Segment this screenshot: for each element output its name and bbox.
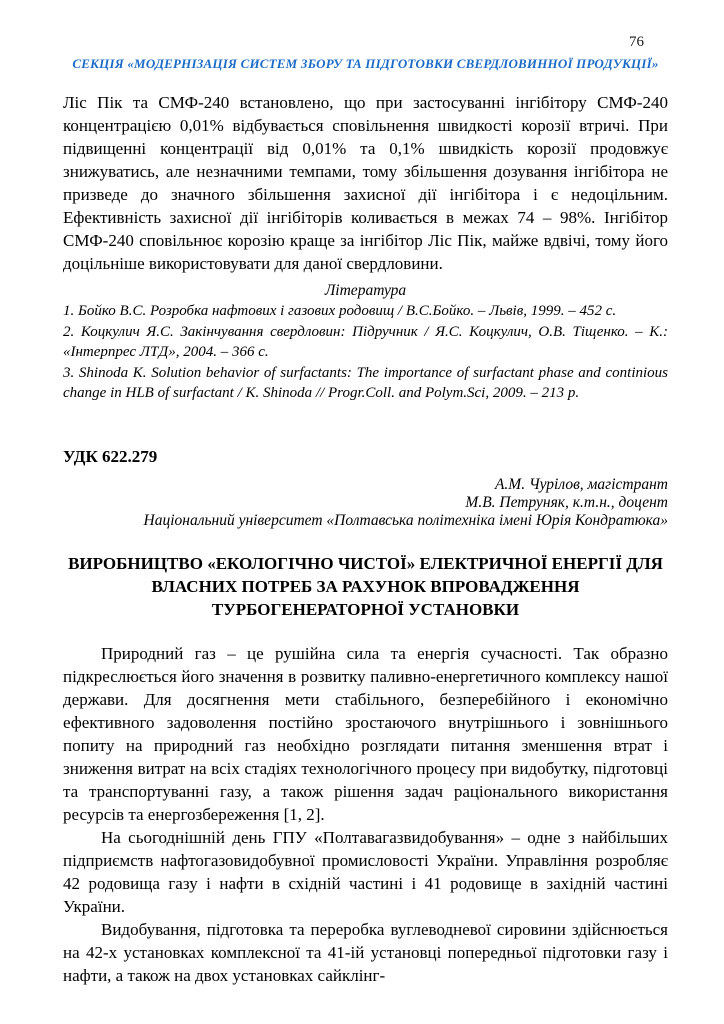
author-line: А.М. Чурілов, магістрант: [494, 475, 668, 493]
authors-block: [63, 476, 668, 530]
previous-article-continuation-paragraph: Ліс Пік та СМФ-240 встановлено, що при застосуванні інгібітору СМФ-240 концентрацією 0,01% відбувається сповільнення швидкості корозії втричі. При підвищенні концентрації від 0,01% та 0,1% швидкість корозії продовжує знижуватись, але незначними темпами, тому збільшення дозування інгібітора не призведе до значного збільшення захисної дії інгібітора і є недоцільним. Ефективність захисної дії інгібіторів коливається в межах 74 – 98%. Інгібітор СМФ-240 сповільнює корозію краще за інгібітор Ліс Пік, майже вдвічі, тому його доцільніше використовувати для даної свердловини.: [63, 93, 668, 273]
reference-item: 2. Коцкулич Я.С. Закінчування свердловин: Підручник / Я.С. Коцкулич, О.В. Тіщенко. – К.: «Інтерпрес ЛТД», 2004. – 366 с.: [63, 323, 668, 360]
article-title: ВИРОБНИЦТВО «ЕКОЛОГІЧНО ЧИСТОЇ» ЕЛЕКТРИЧНОЇ ЕНЕРГІЇ ДЛЯ ВЛАСНИХ ПОТРЕБ ЗА РАХУНОК ВПРОВАДЖЕННЯ ТУРБОГЕНЕРАТОРНОЇ УСТАНОВКИ: [68, 553, 663, 619]
article-paragraph: Видобування, підготовка та переробка вуглеводневої сировини здійснюється на 42-х установках комплексної та 41-ій установці попередньої підготовки газу і нафти, а також на двох установках сайклінг-: [63, 919, 668, 985]
article-paragraph: На сьогоднішній день ГПУ «Полтавагазвидобування» – одне з найбільших підприємств нафтогазовидобувної промисловості України. Управління розробляє 42 родовища газу і нафти в східній частині і 41 родовище в західній частині України.: [63, 827, 668, 916]
page-number: 76: [629, 34, 644, 50]
literature-heading: Література: [324, 282, 407, 299]
section-header: СЕКЦІЯ «МОДЕРНІЗАЦІЯ СИСТЕМ ЗБОРУ ТА ПІДГОТОВКИ СВЕРДЛОВИННОЇ ПРОДУКЦІЇ»: [72, 56, 659, 71]
reference-item: 1. Бойко В.С. Розробка нафтових і газових родовищ / В.С.Бойко. – Львів, 1999. – 452 с.: [63, 303, 617, 319]
author-line: М.В. Петруняк, к.т.н., доцент: [465, 493, 668, 511]
affiliation-line: Національний університет «Полтавська політехніка імені Юрія Кондратюка»: [143, 511, 668, 529]
article-paragraph: Природний газ – це рушійна сила та енергія сучасності. Так образно підкреслюється його значення в розвитку паливно-енергетичного комплексу нашої держави. Для досягнення мети стабільного, безперебійного і економічно ефективного задоволення постійно зростаючого внутрішнього і зовнішнього попиту на природний газ необхідно розглядати питання зменшення втрат і зниження витрат на всіх стадіях технологічного процесу при видобутку, підготовці та транспортуванні газу, а також рішення задач раціонального використання ресурсів та енергозбереження [1, 2].: [63, 643, 668, 824]
udk-code: УДК 622.279: [63, 446, 158, 466]
references-list: [63, 301, 668, 404]
article-body: [63, 642, 668, 987]
reference-item: 3. Shinoda K. Solution behavior of surfactants: The importance of surfactant phase and continious change in HLB of surfactant / K. Shinoda // Progr.Coll. and Polym.Sci, 2009. – 213 p.: [63, 364, 668, 401]
